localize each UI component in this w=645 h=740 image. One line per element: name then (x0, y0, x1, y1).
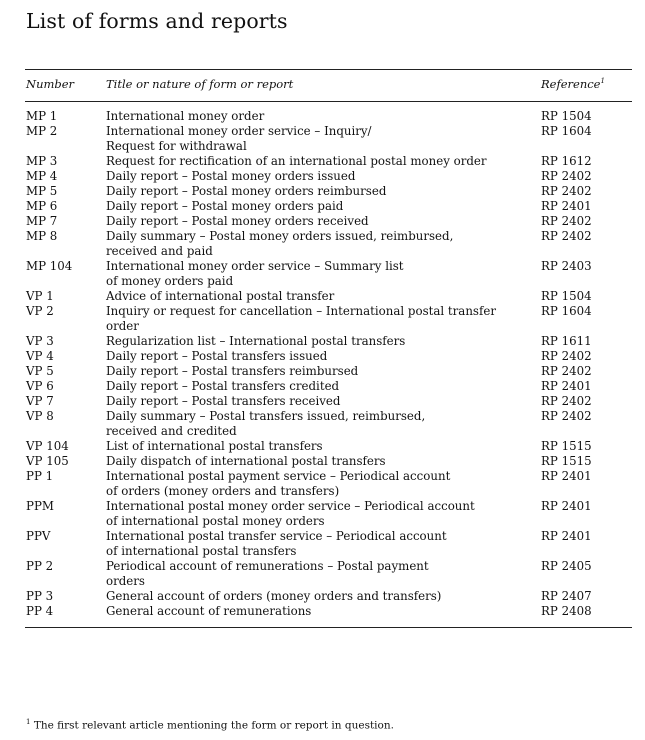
table-row (0, 169, 645, 184)
table-body (0, 109, 645, 619)
table-row (0, 364, 645, 379)
table-row (0, 439, 645, 454)
form-reference: RP 2402 (541, 349, 592, 363)
form-number: PPM (26, 499, 54, 513)
form-reference: RP 1504 (541, 109, 592, 123)
form-number: MP 2 (26, 124, 58, 138)
form-reference: RP 1515 (541, 439, 592, 453)
table-row (0, 124, 645, 154)
form-title: Daily dispatch of international postal transfers (106, 454, 386, 468)
form-title: Daily report – Postal money orders paid (106, 199, 344, 213)
form-number: VP 6 (26, 379, 54, 393)
table-row (0, 334, 645, 349)
table-row (0, 454, 645, 469)
table-row (0, 259, 645, 289)
form-number: VP 5 (26, 364, 54, 378)
form-reference: RP 2401 (541, 379, 592, 393)
form-reference: RP 2407 (541, 589, 592, 603)
form-number: MP 8 (26, 229, 58, 243)
form-reference: RP 1611 (541, 334, 592, 348)
form-title: Daily report – Postal transfers credited (106, 379, 340, 393)
form-title: Daily report – Postal transfers received (106, 394, 341, 408)
table-row (0, 589, 645, 604)
form-title: Daily summary – Postal money orders issued, reimbursed, received and paid (106, 229, 454, 258)
header-reference-label: Reference (541, 77, 601, 91)
table-top-rule (25, 69, 632, 70)
table-row (0, 559, 645, 589)
form-title: General account of orders (money orders and transfers) (106, 589, 442, 603)
form-title: International postal payment service – Periodical account of orders (money orders and transfers) (106, 469, 451, 498)
form-title: International postal money order service – Periodical account of international postal money orders (106, 499, 475, 528)
table-row (0, 304, 645, 334)
form-reference: RP 2401 (541, 499, 592, 513)
form-title: International money order service – Summary list of money orders paid (106, 259, 404, 288)
form-number: VP 8 (26, 409, 54, 423)
table-row (0, 379, 645, 394)
footnote-text: The first relevant article mentioning the form or report in question. (33, 719, 394, 732)
table-row (0, 109, 645, 124)
footnote-marker: 1 (26, 718, 31, 726)
table-row (0, 289, 645, 304)
table-row (0, 604, 645, 619)
form-reference: RP 2402 (541, 184, 592, 198)
form-reference: RP 2401 (541, 469, 592, 483)
form-number: VP 3 (26, 334, 54, 348)
table-row (0, 199, 645, 214)
header-number: Number (26, 77, 75, 91)
form-title: Daily report – Postal money orders issued (106, 169, 356, 183)
form-number: MP 3 (26, 154, 58, 168)
table-row (0, 499, 645, 529)
form-reference: RP 2402 (541, 169, 592, 183)
form-number: VP 7 (26, 394, 54, 408)
table-row (0, 214, 645, 229)
form-reference: RP 2402 (541, 364, 592, 378)
header-title: Title or nature of form or report (106, 77, 294, 91)
footnote (26, 718, 394, 732)
form-number: VP 1 (26, 289, 54, 303)
form-title: Daily summary – Postal transfers issued, reimbursed, received and credited (106, 409, 426, 438)
form-reference: RP 2402 (541, 394, 592, 408)
form-reference: RP 1515 (541, 454, 592, 468)
table-row (0, 529, 645, 559)
form-title: Daily report – Postal money orders received (106, 214, 369, 228)
table-row (0, 229, 645, 259)
form-reference: RP 1612 (541, 154, 592, 168)
form-number: VP 104 (26, 439, 69, 453)
form-number: MP 1 (26, 109, 58, 123)
table-row (0, 469, 645, 499)
form-number: MP 104 (26, 259, 73, 273)
form-title: International postal transfer service – Periodical account of international postal transfers (106, 529, 447, 558)
form-title: Regularization list – International postal transfers (106, 334, 406, 348)
form-number: MP 4 (26, 169, 58, 183)
form-reference: RP 2402 (541, 214, 592, 228)
form-number: PP 2 (26, 559, 54, 573)
table-row (0, 409, 645, 439)
header-reference-marker: 1 (600, 77, 605, 86)
form-title: Daily report – Postal transfers issued (106, 349, 328, 363)
form-reference: RP 1604 (541, 304, 592, 318)
form-title: Inquiry or request for cancellation – International postal transfer order (106, 304, 496, 333)
form-title: Advice of international postal transfer (106, 289, 335, 303)
form-number: VP 2 (26, 304, 54, 318)
table-row (0, 184, 645, 199)
form-number: VP 105 (26, 454, 69, 468)
table-row (0, 349, 645, 364)
table-header-rule (25, 101, 632, 102)
form-title: Daily report – Postal money orders reimbursed (106, 184, 387, 198)
form-title: Periodical account of remunerations – Postal payment orders (106, 559, 429, 588)
form-title: International money order service – Inquiry/ Request for withdrawal (106, 124, 372, 153)
form-reference: RP 1604 (541, 124, 592, 138)
form-title: Request for rectification of an international postal money order (106, 154, 487, 168)
form-title: General account of remunerations (106, 604, 312, 618)
form-title: Daily report – Postal transfers reimbursed (106, 364, 359, 378)
form-number: MP 6 (26, 199, 58, 213)
form-reference: RP 2408 (541, 604, 592, 618)
form-reference: RP 2403 (541, 259, 592, 273)
form-number: PP 3 (26, 589, 54, 603)
form-reference: RP 2405 (541, 559, 592, 573)
table-header (0, 77, 645, 95)
form-number: PPV (26, 529, 51, 543)
form-reference: RP 2401 (541, 199, 592, 213)
table-row (0, 394, 645, 409)
table-row (0, 154, 645, 169)
header-reference (541, 77, 605, 91)
form-number: PP 1 (26, 469, 54, 483)
table-bottom-rule (25, 627, 632, 628)
form-number: PP 4 (26, 604, 54, 618)
form-number: VP 4 (26, 349, 54, 363)
form-number: MP 5 (26, 184, 58, 198)
form-reference: RP 1504 (541, 289, 592, 303)
form-number: MP 7 (26, 214, 58, 228)
form-reference: RP 2402 (541, 229, 592, 243)
form-reference: RP 2401 (541, 529, 592, 543)
form-title: List of international postal transfers (106, 439, 323, 453)
page-title: List of forms and reports (26, 9, 288, 33)
form-reference: RP 2402 (541, 409, 592, 423)
form-title: International money order (106, 109, 265, 123)
